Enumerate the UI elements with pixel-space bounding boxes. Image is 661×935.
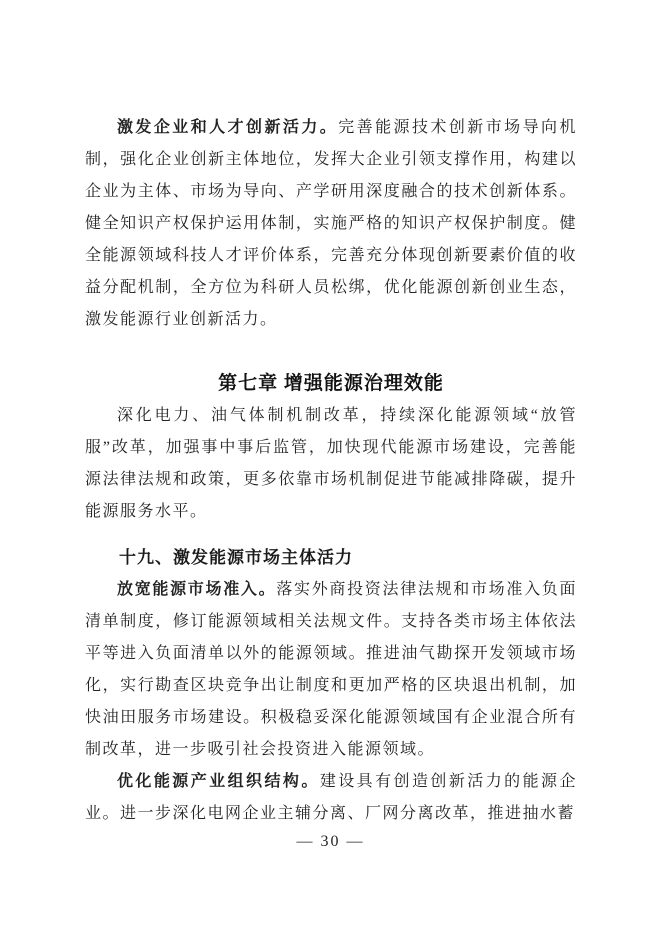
paragraph-innovation-vitality bbox=[85, 112, 577, 336]
paragraph-body-market-access: 落实外商投资法律法规和市场准入负面清单制度，修订能源领域相关法规文件。支持各类市场主体依法平等进入负面清单以外的能源领域。推进油气勘探开发领域市场化，实行勘查区块竞争出让制度和更加严格的区块退出机制，加快油田服务市场建设。积极稳妥深化能源领域国有企业混合所有制改革，进一步吸引社会投资进入能源领域。 bbox=[85, 581, 577, 758]
paragraph-body-innovation: 完善能源技术创新市场导向机制，强化企业创新主体地位，发挥大企业引领支撑作用，构建以企业为主体、市场为导向、产学研用深度融合的技术创新体系。健全知识产权保护运用体制，实施严格的知识产权保护制度。健全能源领域科技人才评价体系，完善充分体现创新要素价值的收益分配机制，全方位为科研人员松绑，优化能源创新创业生态，激发能源行业创新活力。 bbox=[85, 119, 577, 328]
paragraph-industry-structure bbox=[85, 766, 577, 830]
paragraph-governance-intro: 深化电力、油气体制机制改革，持续深化能源领域“放管服”改革，加强事中事后监管，加快现代能源市场建设，完善能源法律法规和政策，更多依靠市场机制促进节能减排降碳，提升能源服务水平。 bbox=[85, 407, 577, 520]
paragraph-lead-industry-structure: 优化能源产业组织结构。 bbox=[117, 773, 320, 790]
paragraph-body-industry-structure: 建设具有创造创新活力的能源企业。进一步深化电网企业主辅分离、厂网分离改革，推进抽水蓄 bbox=[85, 773, 577, 822]
page-number: — 30 — bbox=[296, 833, 365, 850]
section-heading-19: 十九、激发能源市场主体活力 bbox=[119, 548, 353, 567]
paragraph-market-access bbox=[85, 574, 577, 766]
document-content bbox=[85, 112, 577, 830]
paragraph-lead-market-access: 放宽能源市场准入。 bbox=[117, 581, 277, 598]
chapter-heading: 第七章 增强能源治理效能 bbox=[218, 373, 444, 394]
paragraph-lead-innovation: 激发企业和人才创新活力。 bbox=[117, 119, 339, 136]
